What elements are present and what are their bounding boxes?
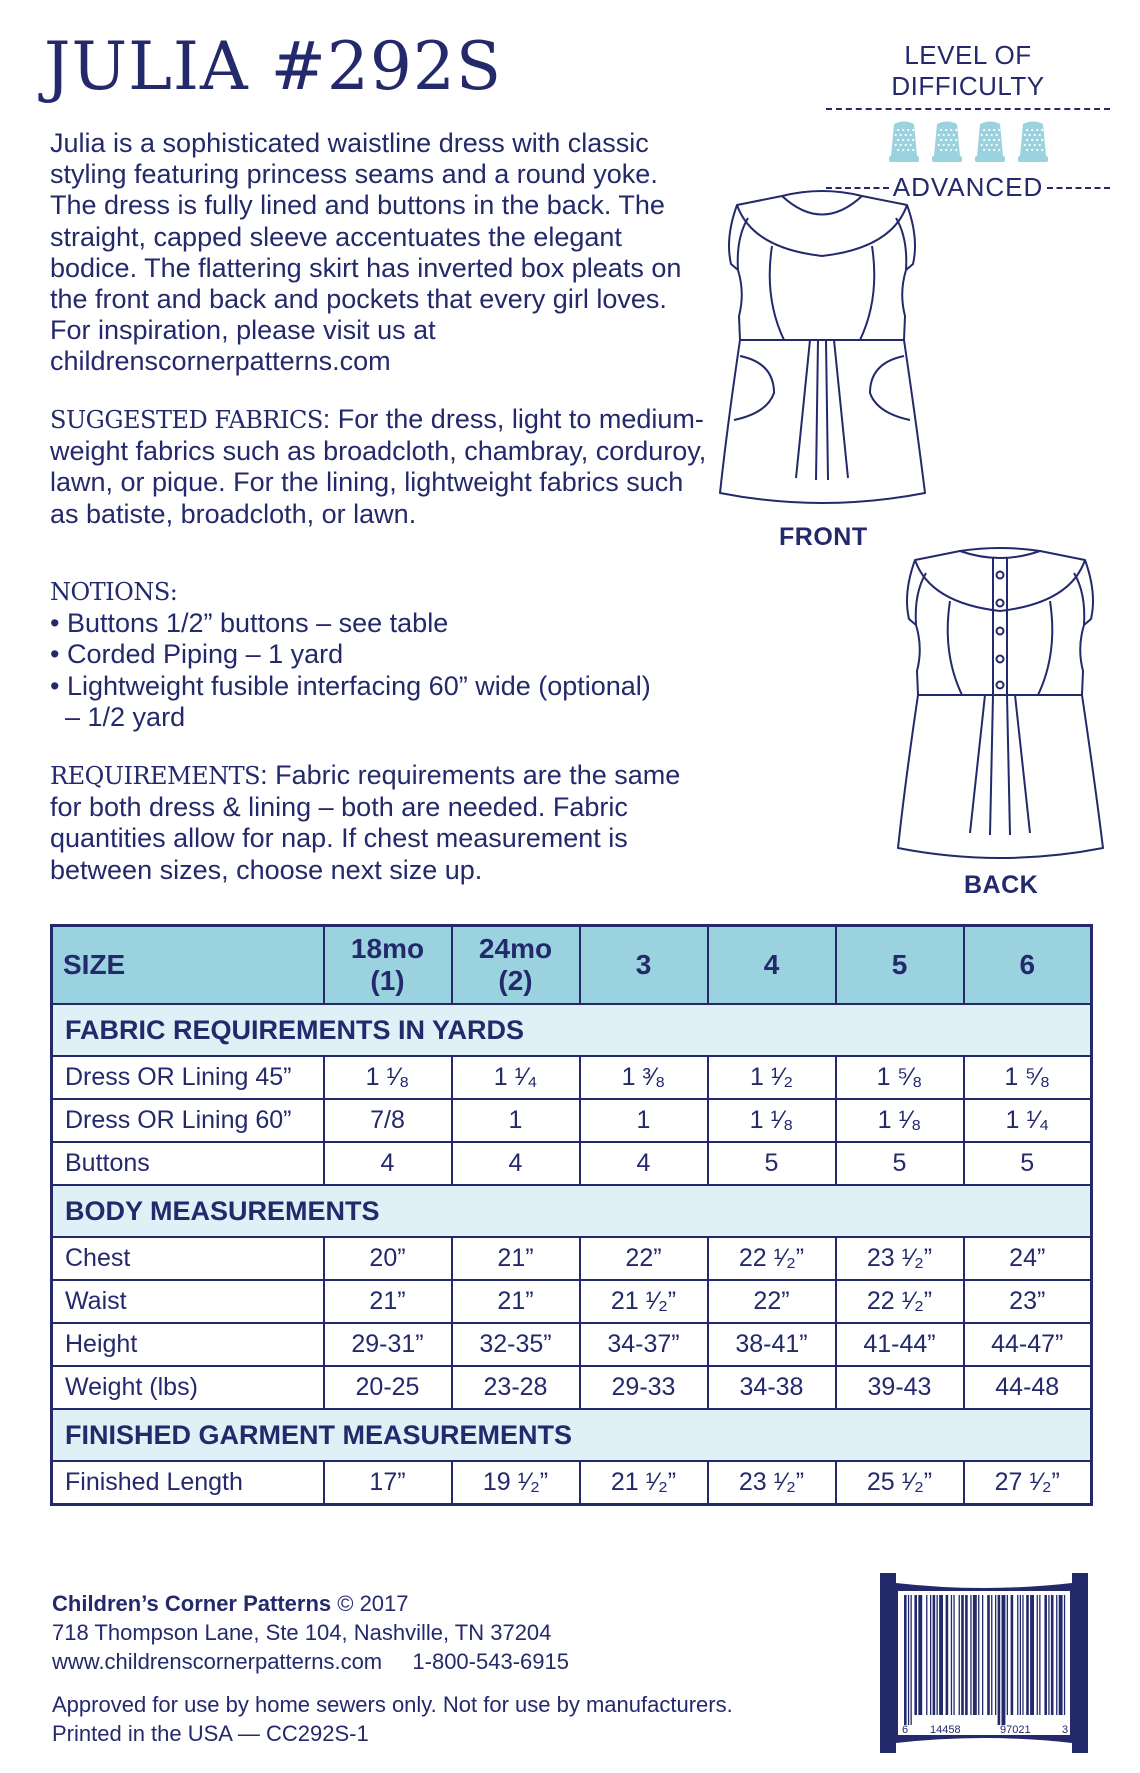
disclaimer: Approved for use by home sewers only. Not for use by manufacturers. — [52, 1692, 733, 1717]
table-cell: 22” — [708, 1280, 836, 1323]
table-cell: 1 ¹⁄₈ — [836, 1099, 964, 1142]
table-cell: 1 ¹⁄₈ — [708, 1099, 836, 1142]
front-pleat-line — [796, 340, 810, 478]
front-pocket-right — [870, 356, 910, 420]
table-cell: 1 ¹⁄₄ — [964, 1099, 1092, 1142]
table-cell: 21” — [324, 1280, 452, 1323]
table-row — [52, 1099, 1092, 1142]
table-cell: 21” — [452, 1280, 580, 1323]
table-row — [52, 1461, 1092, 1505]
barcode-bar — [1002, 1595, 1006, 1725]
back-pleat-line — [1007, 695, 1010, 835]
barcode-bar — [1039, 1595, 1040, 1715]
table-section-row — [52, 1004, 1092, 1056]
barcode-bar — [998, 1595, 1001, 1725]
table-cell: 20” — [324, 1237, 452, 1280]
barcode-bar — [970, 1595, 971, 1715]
notions-label: NOTIONS: — [50, 578, 178, 606]
table-cell: 21” — [452, 1237, 580, 1280]
barcode-bar — [937, 1595, 938, 1715]
barcode-bar — [1056, 1595, 1057, 1715]
thimble-rating — [826, 120, 1110, 164]
notion-item: – 1/2 yard — [50, 701, 186, 732]
requirements-text: : Fabric requirements are the same for both dress & lining – both are needed. Fabric quantities allow for nap. If chest measurement is between sizes, choose next size up. — [50, 760, 681, 885]
printed-line: Printed in the USA — CC292S-1 — [52, 1721, 369, 1746]
back-pleat-line — [970, 695, 985, 833]
thimble-icon — [887, 120, 921, 164]
thimble-icon — [1016, 120, 1050, 164]
barcode-bar — [1064, 1595, 1065, 1715]
table-section-row — [52, 1185, 1092, 1237]
suggested-fabrics — [50, 404, 710, 530]
notion-item: • Lightweight fusible interfacing 60” wide (optional) — [50, 670, 651, 701]
row-label: Waist — [52, 1280, 324, 1323]
table-cell: 22” — [580, 1237, 708, 1280]
thimble-icon — [930, 120, 964, 164]
barcode-bar — [973, 1595, 977, 1715]
table-cell: 1 — [452, 1099, 580, 1142]
barcode-bar — [961, 1595, 964, 1715]
table-section-row — [52, 1409, 1092, 1461]
requirements — [50, 760, 710, 886]
size-header-cell: 5 — [836, 926, 964, 1005]
barcode-bar — [1037, 1595, 1038, 1715]
size-header-cell: 4 — [708, 926, 836, 1005]
front-princess-seam-right — [860, 246, 874, 340]
row-label: Dress OR Lining 45” — [52, 1056, 324, 1099]
table-cell: 41-44” — [836, 1323, 964, 1366]
size-header-cell: 6 — [964, 926, 1092, 1005]
table-row — [52, 1280, 1092, 1323]
barcode — [870, 1573, 1098, 1753]
table-cell: 23-28 — [452, 1366, 580, 1409]
table-cell: 29-33 — [580, 1366, 708, 1409]
table-cell: 23” — [964, 1280, 1092, 1323]
row-label: Buttons — [52, 1142, 324, 1185]
back-sleeve-seam-right — [1074, 573, 1084, 625]
contact-line — [52, 1647, 733, 1676]
barcode-bar — [1026, 1595, 1029, 1715]
barcode-bar — [1059, 1595, 1063, 1715]
thimble-icon — [973, 120, 1007, 164]
back-label: BACK — [964, 871, 1039, 899]
table-cell: 5 — [836, 1142, 964, 1185]
table-cell: 34-37” — [580, 1323, 708, 1366]
fabrics-text: : For the dress, light to medium-weight fabrics such as broadcloth, chambray, corduroy, lawn, or pique. For the lining, lightweight fabrics such as batiste, broadcloth, or lawn. — [50, 404, 707, 529]
table-cell: 1 ⁵⁄₈ — [836, 1056, 964, 1099]
table-cell: 1 ¹⁄₈ — [324, 1056, 452, 1099]
table-cell: 44-48 — [964, 1366, 1092, 1409]
front-label: FRONT — [779, 523, 868, 551]
table-cell: 1 — [580, 1099, 708, 1142]
table-row — [52, 1366, 1092, 1409]
table-cell: 23 ¹⁄₂” — [708, 1461, 836, 1505]
barcode-bar — [918, 1595, 922, 1715]
notion-item: • Corded Piping – 1 yard — [50, 639, 344, 670]
barcode-bar — [1022, 1595, 1023, 1715]
size-chart-table — [50, 924, 1093, 1506]
back-button — [997, 572, 1004, 579]
front-pleat-line — [826, 340, 828, 480]
front-pleat-line — [834, 340, 848, 478]
footer — [52, 1589, 733, 1748]
back-button — [997, 600, 1004, 607]
barcode-bar — [951, 1595, 952, 1715]
barcode-bar — [930, 1595, 931, 1715]
pattern-description: Julia is a sophisticated waistline dress with classic styling featuring princess seams and a round yoke. The dress is fully lined and buttons in the back. The straight, capped sleeve accentuates the elegant bodice. The flattering skirt has inverted box pleats on the front and back and pockets that every girl loves. For inspiration, please visit us at childrenscornerpatterns.com — [50, 128, 682, 377]
back-princess-seam-right — [1038, 601, 1052, 695]
barcode-bar — [911, 1595, 912, 1725]
barcode-bar — [939, 1595, 943, 1715]
section-title: FINISHED GARMENT MEASUREMENTS — [52, 1409, 1092, 1461]
table-cell: 1 ³⁄₈ — [580, 1056, 708, 1099]
barcode-group-1: 14458 — [930, 1724, 961, 1736]
barcode-bar — [1007, 1595, 1008, 1715]
copyright: © 2017 — [331, 1591, 409, 1616]
table-cell: 1 ⁵⁄₈ — [964, 1056, 1092, 1099]
barcode-bar — [908, 1595, 909, 1725]
table-cell: 7/8 — [324, 1099, 452, 1142]
barcode-bar — [982, 1595, 983, 1715]
company-name: Children’s Corner Patterns — [52, 1591, 332, 1616]
barcode-bar — [995, 1595, 996, 1715]
back-sleeve-seam-left — [916, 573, 926, 625]
table-row — [52, 1323, 1092, 1366]
table-cell: 5 — [964, 1142, 1092, 1185]
difficulty-panel — [826, 40, 1110, 203]
barcode-bar — [1051, 1595, 1054, 1715]
requirements-label: REQUIREMENTS — [50, 762, 261, 790]
back-button — [997, 682, 1004, 689]
table-cell: 27 ¹⁄₂” — [964, 1461, 1092, 1505]
barcode-bar — [991, 1595, 992, 1715]
back-neckline — [960, 551, 1040, 558]
back-dress-outline — [898, 548, 1103, 858]
front-princess-seam-left — [770, 246, 784, 340]
barcode-bar — [1048, 1595, 1049, 1715]
barcode-bar — [978, 1595, 979, 1715]
barcode-group-2: 97021 — [1000, 1724, 1031, 1736]
back-yoke-seam — [915, 560, 1085, 611]
barcode-bar — [1030, 1595, 1034, 1715]
table-cell: 22 ¹⁄₂” — [836, 1280, 964, 1323]
table-cell: 22 ¹⁄₂” — [708, 1237, 836, 1280]
barcode-bar — [965, 1595, 968, 1715]
size-header-cell: 24mo (2) — [452, 926, 580, 1005]
table-cell: 21 ¹⁄₂” — [580, 1280, 708, 1323]
row-label: Finished Length — [52, 1461, 324, 1505]
barcode-bar — [1020, 1595, 1021, 1715]
front-neckline — [782, 196, 862, 215]
table-cell: 39-43 — [836, 1366, 964, 1409]
phone-number: 1-800-543-6915 — [412, 1649, 569, 1674]
company-address: 718 Thompson Lane, Ste 104, Nashville, TN 37204 — [52, 1620, 552, 1645]
barcode-bar — [946, 1595, 949, 1715]
table-cell: 4 — [580, 1142, 708, 1185]
barcode-bar — [926, 1595, 927, 1715]
front-sleeve-seam-left — [738, 218, 748, 270]
barcode-bar — [1011, 1595, 1014, 1715]
barcode-bar — [959, 1595, 960, 1715]
table-cell: 21 ¹⁄₂” — [580, 1461, 708, 1505]
table-cell: 44-47” — [964, 1323, 1092, 1366]
back-princess-seam-left — [948, 601, 962, 695]
barcode-bar — [1017, 1595, 1018, 1715]
company-line — [52, 1589, 733, 1618]
barcode-digit-left: 6 — [902, 1724, 909, 1736]
row-label: Chest — [52, 1237, 324, 1280]
table-cell: 1 ¹⁄₄ — [452, 1056, 580, 1099]
front-pocket-left — [734, 356, 774, 420]
row-label: Weight (lbs) — [52, 1366, 324, 1409]
barcode-bar — [914, 1595, 917, 1715]
barcode-bar — [1044, 1595, 1047, 1715]
notion-item: • Buttons 1/2” buttons – see table — [50, 608, 449, 639]
fabrics-label: SUGGESTED FABRICS — [50, 406, 323, 434]
section-title: FABRIC REQUIREMENTS IN YARDS — [52, 1004, 1092, 1056]
back-dress-drawing — [890, 543, 1110, 873]
front-yoke-seam — [737, 205, 907, 256]
table-cell: 34-38 — [708, 1366, 836, 1409]
table-row — [52, 1142, 1092, 1185]
table-cell: 1 ¹⁄₂ — [708, 1056, 836, 1099]
back-pleat-line — [1015, 695, 1030, 833]
table-cell: 29-31” — [324, 1323, 452, 1366]
difficulty-level: ADVANCED — [892, 172, 1044, 202]
table-cell: 24” — [964, 1237, 1092, 1280]
size-header-cell: 3 — [580, 926, 708, 1005]
notions-block — [50, 577, 730, 733]
table-cell: 20-25 — [324, 1366, 452, 1409]
table-cell: 4 — [452, 1142, 580, 1185]
table-cell: 4 — [324, 1142, 452, 1185]
size-header-cell: 18mo (1) — [324, 926, 452, 1005]
barcode-bar — [987, 1595, 990, 1715]
table-cell: 17” — [324, 1461, 452, 1505]
table-cell: 38-41” — [708, 1323, 836, 1366]
back-pleat-line — [990, 695, 993, 835]
pattern-title: JULIA #292S — [44, 28, 503, 105]
divider — [1047, 187, 1110, 189]
barcode-background — [898, 1591, 1070, 1735]
website-link[interactable]: www.childrenscornerpatterns.com — [52, 1649, 383, 1674]
table-header-row — [52, 926, 1092, 1005]
row-label: Dress OR Lining 60” — [52, 1099, 324, 1142]
barcode-digit-right: 3 — [1062, 1724, 1069, 1736]
row-label: Height — [52, 1323, 324, 1366]
back-button — [997, 656, 1004, 663]
front-dress-outline — [720, 191, 925, 503]
table-cell: 25 ¹⁄₂” — [836, 1461, 964, 1505]
front-pleat-line — [816, 340, 818, 480]
barcode-bar — [953, 1595, 954, 1715]
table-cell: 5 — [708, 1142, 836, 1185]
table-row — [52, 1056, 1092, 1099]
front-sleeve-seam-right — [896, 218, 906, 270]
front-dress-drawing — [712, 188, 932, 518]
table-cell: 32-35” — [452, 1323, 580, 1366]
barcode-bar — [933, 1595, 936, 1715]
section-title: BODY MEASUREMENTS — [52, 1185, 1092, 1237]
table-cell: 19 ¹⁄₂” — [452, 1461, 580, 1505]
barcode-bar — [904, 1595, 907, 1725]
back-button — [997, 628, 1004, 635]
table-cell: 23 ¹⁄₂” — [836, 1237, 964, 1280]
table-row — [52, 1237, 1092, 1280]
difficulty-heading: LEVEL OF DIFFICULTY — [826, 40, 1110, 110]
size-column-header: SIZE — [52, 926, 324, 1005]
